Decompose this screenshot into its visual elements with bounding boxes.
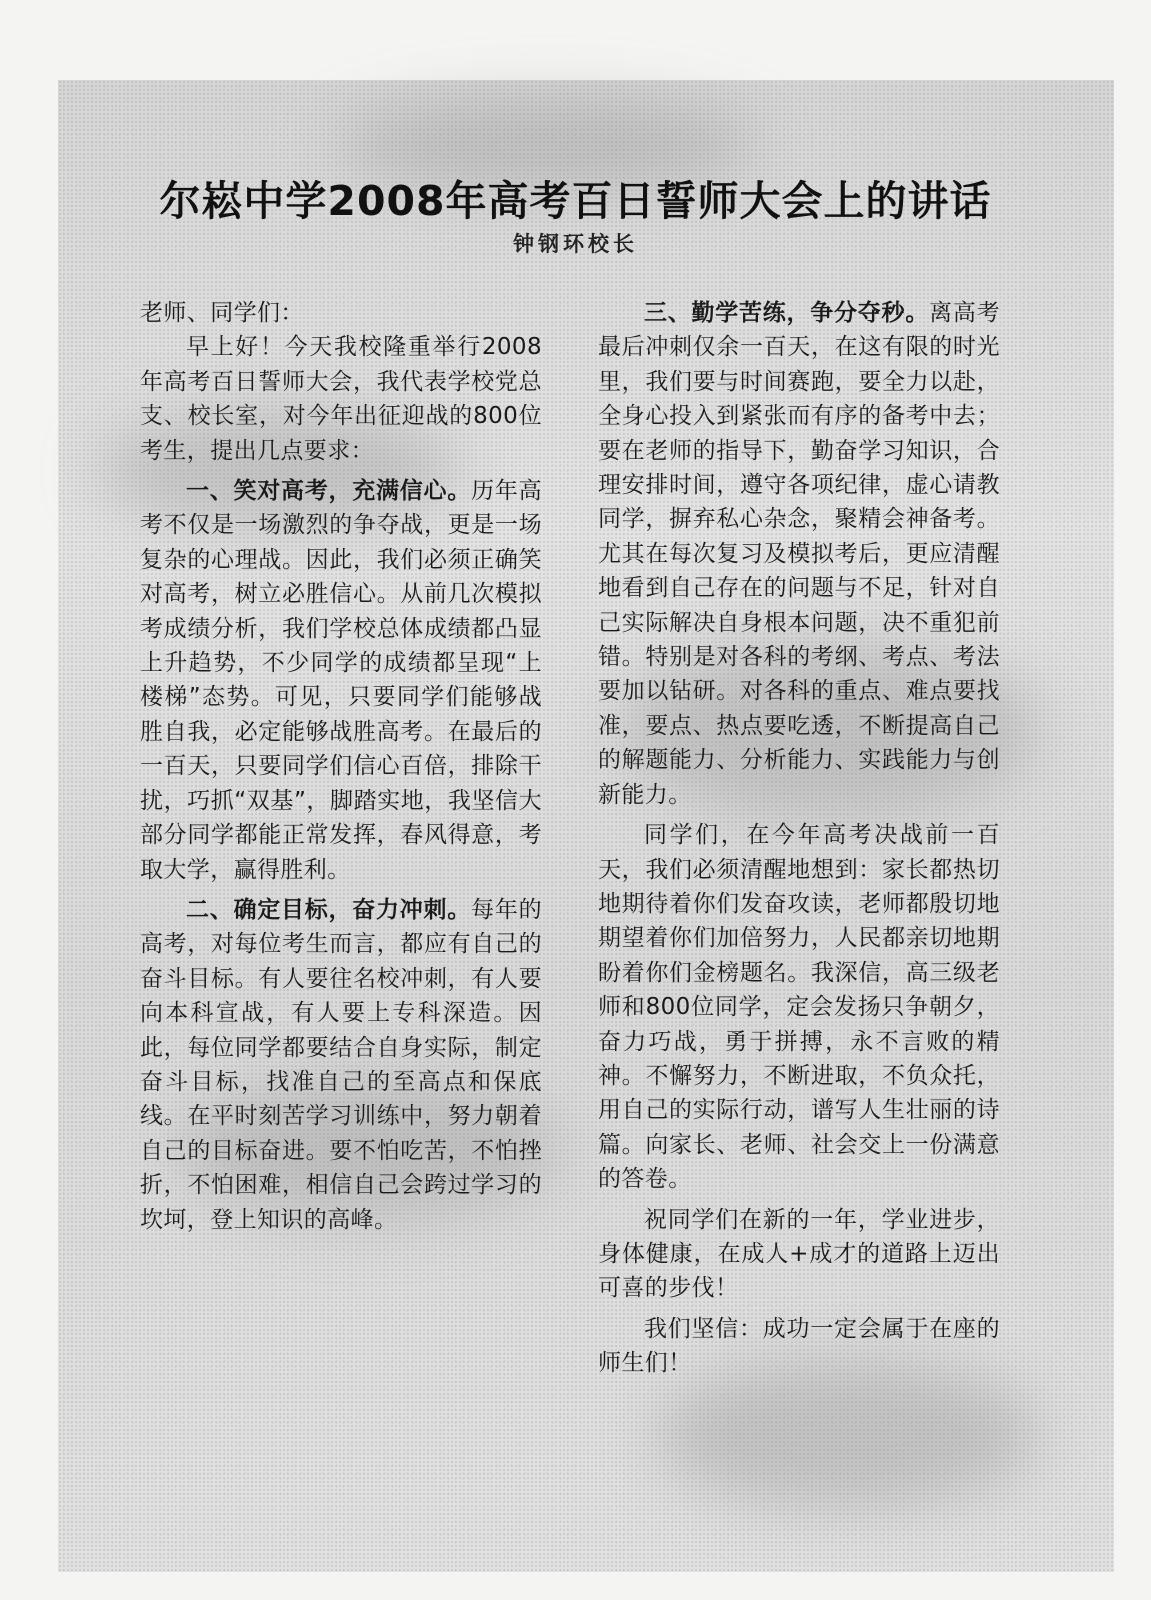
page-title: 尔崧中学2008年高考百日誓师大会上的讲话 xyxy=(159,177,992,225)
paragraph-section-3 xyxy=(598,296,1000,812)
section-2-heading: 二、确定目标，奋力冲刺。 xyxy=(186,896,472,923)
paragraph-section-1 xyxy=(140,474,542,887)
paragraph-wish: 祝同学们在新的一年，学业进步，身体健康，在成人+成才的道路上迈出可喜的步伐！ xyxy=(598,1206,1000,1302)
paragraph-closing: 我们坚信：成功一定会属于在座的师生们！ xyxy=(598,1315,1000,1377)
paragraph-intro: 早上好！今天我校隆重举行2008年高考百日誓师大会，我代表学校党总支、校长室，对今年出征迎战的800位考生，提出几点要求： xyxy=(140,334,542,464)
section-1-heading: 一、笑对高考，充满信心。 xyxy=(186,478,472,505)
section-2-body: 每年的高考，对每位考生而言，都应有自己的奋斗目标。有人要往名校冲刺，有人要向本科宣战，有人要上专科深造。因此，每位同学都要结合自身实际，制定奋斗目标，找准自己的至高点和保底线。在平时刻苦学习训练中，努力朝着自己的目标奋进。要不怕吃苦，不怕挫折，不怕困难，相信自己会跨过学习的坎坷，登上知识的高峰。 xyxy=(140,896,542,1233)
text-column-right xyxy=(598,296,1000,1387)
section-3-heading: 三、勤学苦练，争分夺秒。 xyxy=(644,300,930,326)
paragraph-students: 同学们，在今年高考决战前一百天，我们必须清醒地想到：家长都热切地期待着你们发奋攻读，老师都殷切地期望着你们加倍努力，人民都亲切地期盼着你们金榜题名。我深信，高三级老师和800位同学，定会发扬只争朝夕，奋力巧战，勇于拼搏，永不言败的精神。不懈努力，不断进取，不负众托，用自己的实际行动，谱写人生壮丽的诗篇。向家长、老师、社会交上一份满意的答卷。 xyxy=(598,822,1000,1193)
text-column-left xyxy=(140,296,542,1243)
paragraph-section-2 xyxy=(140,893,542,1237)
section-3-body: 离高考最后冲刺仅余一百天，在这有限的时光里，我们要与时间赛跑，要全力以赴，全身心投入到紧张而有序的备考中去；要在老师的指导下，勤奋学习知识，合理安排时间，遵守各项纪律，虚心请教同学，摒弃私心杂念，聚精会神备考。尤其在每次复习及模拟考后，更应清醒地看到自己存在的问题与不足，针对自己实际解决自身根本问题，决不重犯前错。特别是对各科的考纲、考点、考法要加以钻研。对各科的重点、难点要找准，要点、热点要吃透，不断提高自己的解题能力、分析能力、实践能力与创新能力。 xyxy=(598,300,1000,808)
section-1-body: 历年高考不仅是一场激烈的争夺战，更是一场复杂的心理战。因此，我们必须正确笑对高考，树立必胜信心。从前几次模拟考成绩分析，我们学校总体成绩都凸显上升趋势，不少同学的成绩都呈现“上楼梯”态势。可见，只要同学们能够战胜自我，必定能够战胜高考。在最后的一百天，只要同学们信心百倍，排除干扰，巧抓“双基”，脚踏实地，我坚信大部分同学都能正常发挥，春风得意，考取大学，赢得胜利。 xyxy=(140,478,542,883)
salutation: 老师、同学们： xyxy=(140,300,304,326)
author-line: 钟钢环校长 xyxy=(513,232,638,256)
